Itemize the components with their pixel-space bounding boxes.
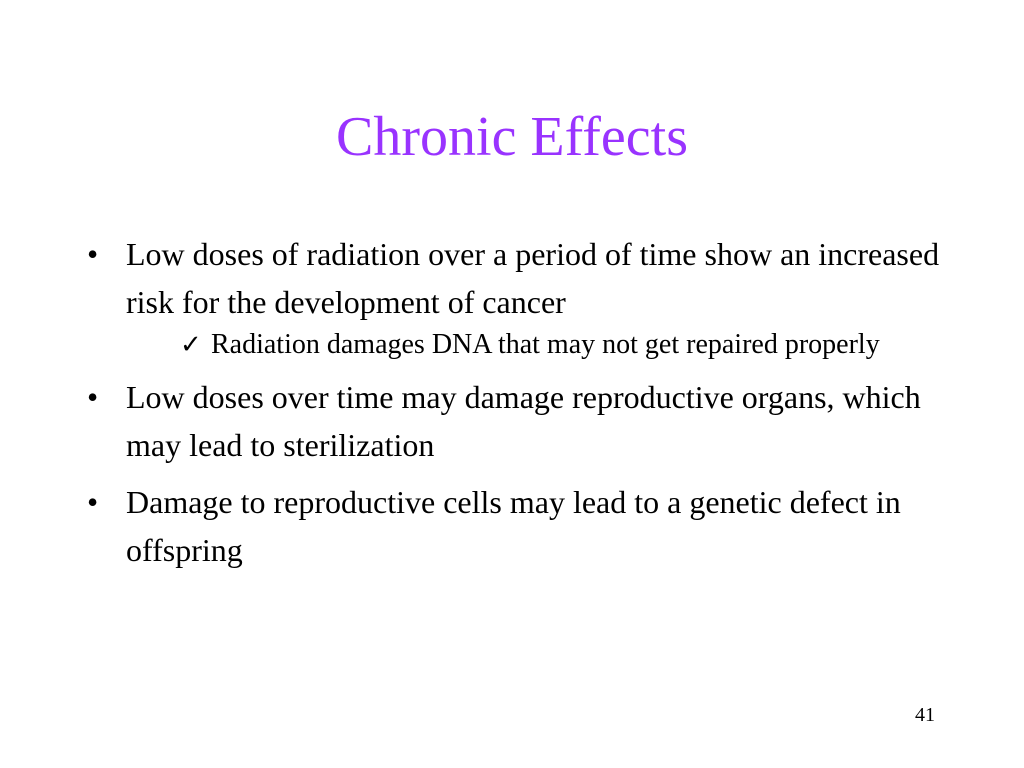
sub-bullet-item-1	[168, 326, 911, 364]
bullet-dot-icon: •	[87, 236, 99, 272]
slide-title: Chronic Effects	[336, 106, 688, 168]
bullet-item-2	[84, 373, 964, 469]
bullet-dot-icon: •	[87, 484, 99, 520]
bullet-text: Low doses of radiation over a period of time show an increased risk for the development of cancer	[126, 236, 940, 320]
sub-bullet-list	[126, 326, 964, 364]
bullet-item-1	[84, 230, 964, 364]
bullet-list	[84, 230, 964, 583]
bullet-dot-icon: •	[87, 379, 99, 415]
checkmark-icon: ✓	[180, 330, 202, 360]
bullet-item-3	[84, 478, 964, 574]
bullet-text: Damage to reproductive cells may lead to a genetic defect in offspring	[126, 484, 901, 568]
bullet-text: Low doses over time may damage reproductive organs, which may lead to sterilization	[126, 379, 921, 463]
page-number: 41	[915, 704, 935, 726]
sub-bullet-text: Radiation damages DNA that may not get repaired properly	[211, 329, 880, 360]
